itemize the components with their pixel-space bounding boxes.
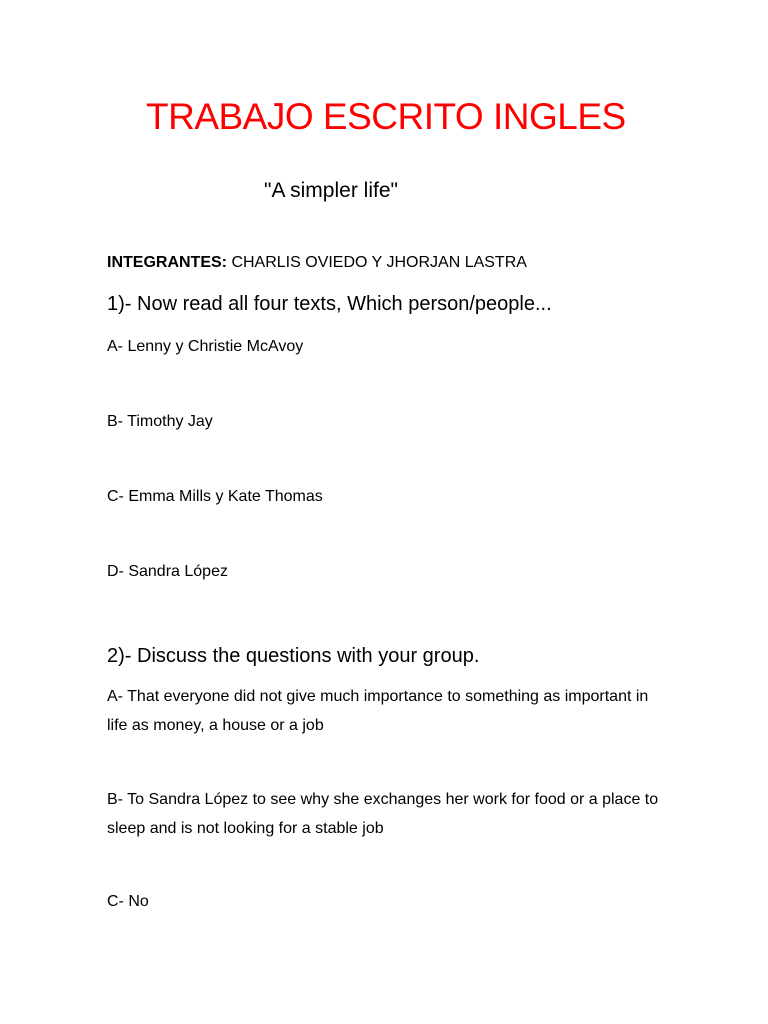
question-1-answer-b: B- Timothy Jay bbox=[107, 413, 213, 430]
question-2-answer-c: C- No bbox=[107, 893, 149, 910]
document-subtitle: "A simpler life" bbox=[264, 179, 398, 202]
question-2-answer-b: B- To Sandra López to see why she exchanges her work for food or a place to sleep and is not looking for a stable job bbox=[107, 791, 659, 837]
members-line bbox=[107, 255, 527, 271]
question-1-answer-a: A- Lenny y Christie McAvoy bbox=[107, 338, 304, 355]
document-title: TRABAJO ESCRITO INGLES bbox=[146, 96, 626, 137]
question-1-answer-d: D- Sandra López bbox=[107, 563, 228, 580]
members-value: CHARLIS OVIEDO Y JHORJAN LASTRA bbox=[227, 254, 527, 271]
question-2-heading: 2)- Discuss the questions with your group. bbox=[107, 645, 480, 667]
question-1-answer-c: C- Emma Mills y Kate Thomas bbox=[107, 488, 323, 505]
question-2-answer-a: A- That everyone did not give much importance to something as important in life as money, a house or a job bbox=[107, 688, 649, 734]
question-1-heading: 1)- Now read all four texts, Which person/people... bbox=[107, 293, 552, 315]
members-label: INTEGRANTES: bbox=[107, 254, 227, 271]
